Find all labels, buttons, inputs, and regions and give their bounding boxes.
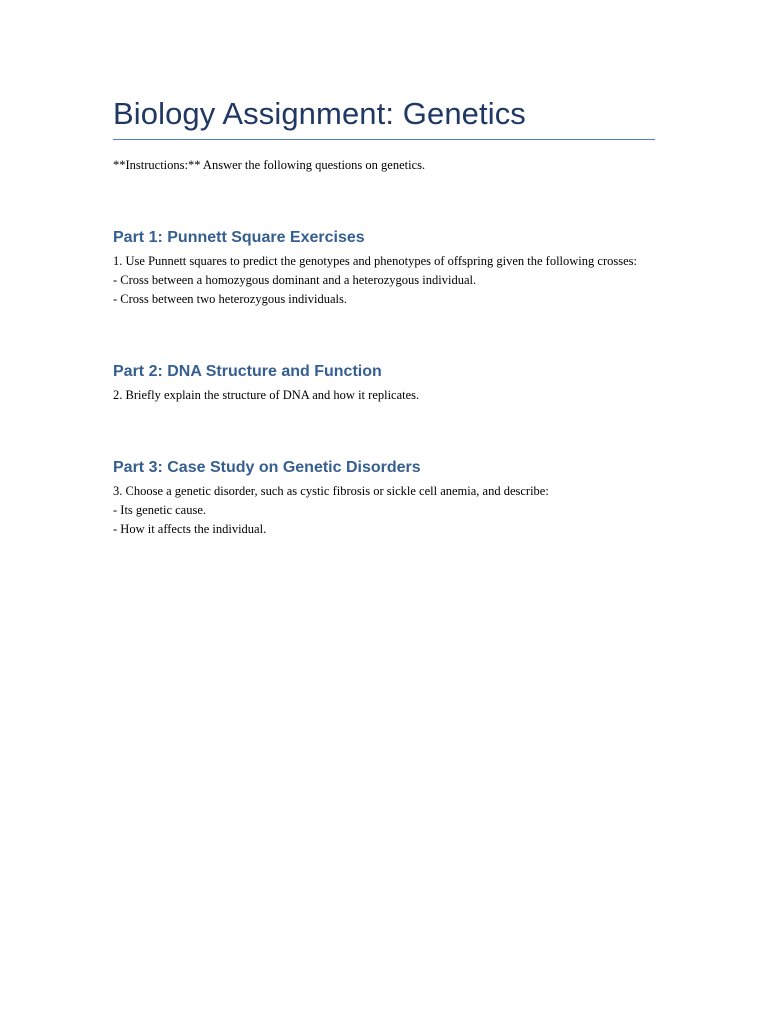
- question-1-text: 1. Use Punnett squares to predict the genotypes and phenotypes of offspring given the following crosses:: [113, 254, 637, 268]
- question-3-bullet-2: - How it affects the individual.: [113, 522, 267, 536]
- section-heading: Part 2: DNA Structure and Function: [113, 363, 382, 380]
- document-title: Biology Assignment: Genetics: [113, 96, 526, 131]
- section-part-1: [113, 227, 655, 309]
- instructions-text: **Instructions:** Answer the following questions on genetics.: [113, 158, 426, 172]
- question-3-text: 3. Choose a genetic disorder, such as cystic fibrosis or sickle cell anemia, and describe:: [113, 484, 549, 498]
- section-heading: Part 1: Punnett Square Exercises: [113, 229, 365, 246]
- question-1-bullet-2: - Cross between two heterozygous individuals.: [113, 292, 347, 306]
- question-3-bullet-1: - Its genetic cause.: [113, 503, 207, 517]
- question-2-text: 2. Briefly explain the structure of DNA and how it replicates.: [113, 388, 420, 402]
- section-part-3: [113, 457, 655, 539]
- section-heading: Part 3: Case Study on Genetic Disorders: [113, 459, 421, 476]
- question-1-bullet-1: - Cross between a homozygous dominant and a heterozygous individual.: [113, 273, 477, 287]
- section-part-2: [113, 361, 655, 405]
- title-underline: [113, 139, 655, 140]
- document-body: [113, 94, 655, 539]
